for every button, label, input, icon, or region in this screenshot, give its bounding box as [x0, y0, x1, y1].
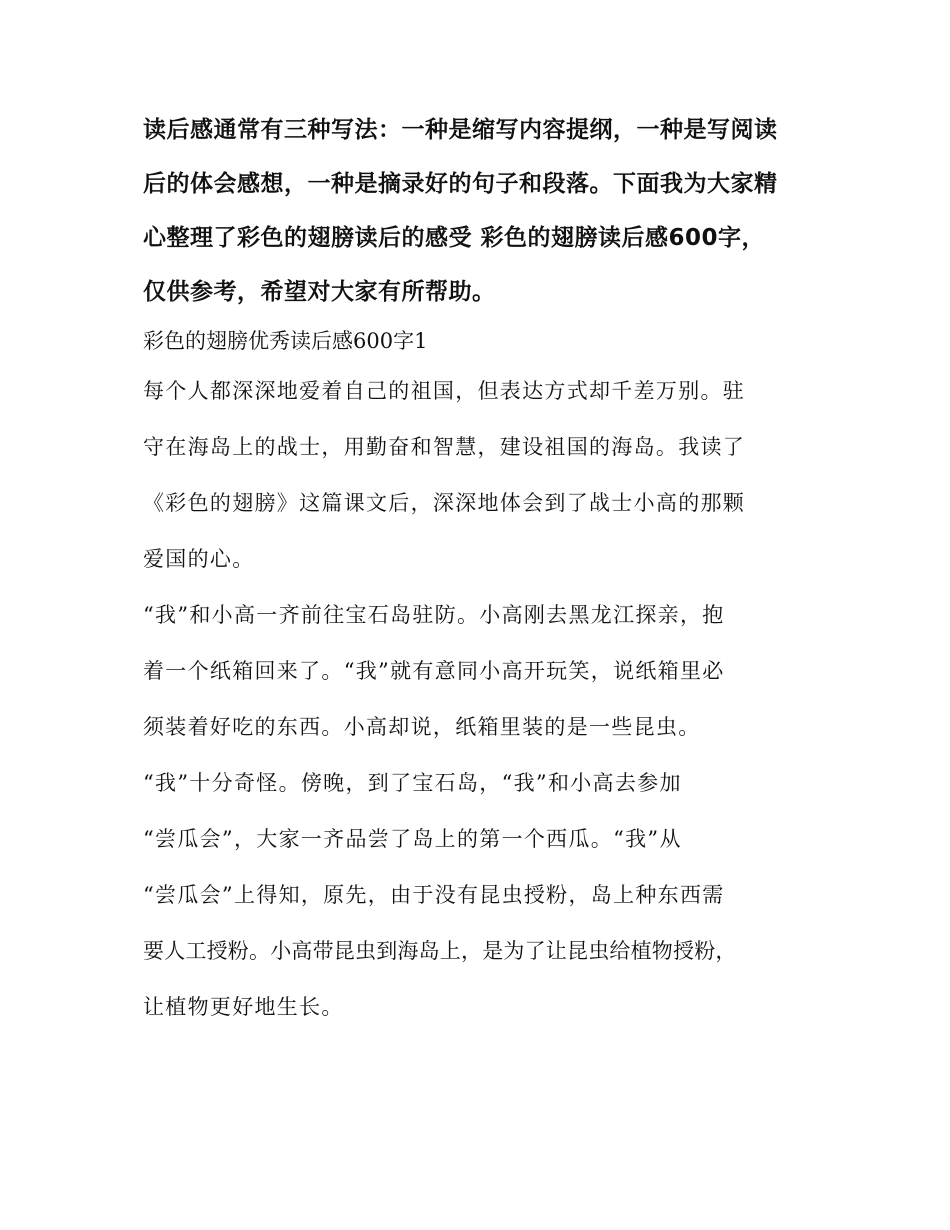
body-line: 让植物更好地生长。: [143, 995, 344, 1019]
body-line: 每个人都深深地爱着自己的祖国，但表达方式却千差万别。驻: [143, 379, 746, 403]
body-line: “我”十分奇怪。傍晚，到了宝石岛，“我”和小高去参加: [143, 771, 682, 795]
intro-line: 心整理了彩色的翅膀读后的感受 彩色的翅膀读后感600字，: [143, 225, 766, 251]
body-line: “我”和小高一齐前往宝石岛驻防。小高刚去黑龙江探亲，抱: [143, 603, 725, 627]
body-line: 要人工授粉。小高带昆虫到海岛上，是为了让昆虫给植物授粉，: [143, 939, 737, 963]
body-line: 《彩色的翅膀》这篇课文后，深深地体会到了战士小高的那颗: [143, 491, 746, 515]
document-page: [143, 110, 833, 1048]
section-title: 彩色的翅膀优秀读后感600字1: [143, 329, 428, 353]
intro-line: 读后感通常有三种写法：一种是缩写内容提纲，一种是写阅读: [143, 117, 778, 143]
intro-paragraph: [143, 110, 833, 326]
essay-body: [143, 376, 833, 1048]
intro-line: 仅供参考，希望对大家有所帮助。: [143, 279, 496, 305]
body-line: 着一个纸箱回来了。“我”就有意同小高开玩笑，说纸箱里必: [143, 659, 725, 683]
body-line: 守在海岛上的战士，用勤奋和智慧，建设祖国的海岛。我读了: [143, 435, 746, 459]
intro-line: 后的体会感想，一种是摘录好的句子和段落。下面我为大家精: [143, 171, 778, 197]
body-line: 须装着好吃的东西。小高却说，纸箱里装的是一些昆虫。: [143, 715, 701, 739]
body-line: “尝瓜会”上得知，原先，由于没有昆虫授粉，岛上种东西需: [143, 883, 725, 907]
body-line: “尝瓜会”，大家一齐品尝了岛上的第一个西瓜。“我”从: [143, 827, 682, 851]
body-line: 爱国的心。: [143, 547, 255, 571]
